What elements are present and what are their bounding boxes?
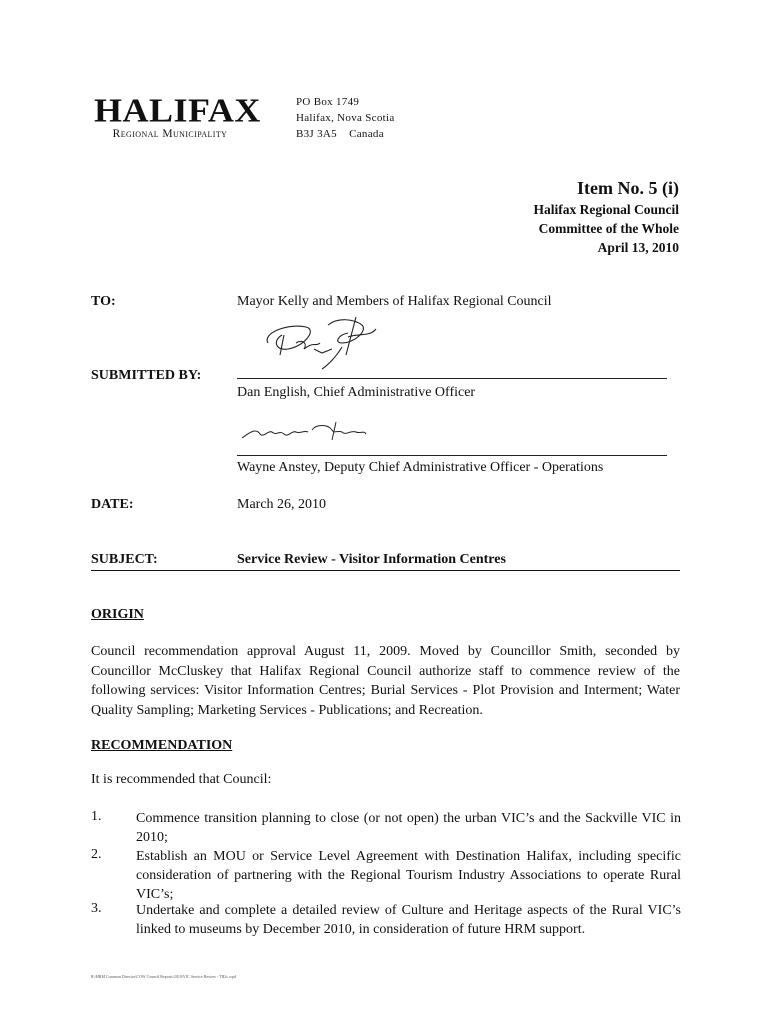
address-line: PO Box 1749 xyxy=(296,96,360,108)
address-line: B3J 3A5 Canada xyxy=(296,128,384,140)
logo-subtitle: Regional Municipality xyxy=(112,128,228,140)
council-name: Halifax Regional Council xyxy=(533,202,679,217)
committee-name: Committee of the Whole xyxy=(538,221,679,236)
signature-2-image xyxy=(238,418,368,446)
signer-2: Wayne Anstey, Deputy Chief Administrative Officer - Operations xyxy=(237,460,604,475)
subject-label: SUBJECT: xyxy=(91,552,158,567)
list-item: Undertake and complete a detailed review of Culture and Heritage aspects of the Rural VIC’s linked to museums by December 2010, in consideration of future HRM support. xyxy=(136,903,681,937)
recommendation-intro: It is recommended that Council: xyxy=(91,772,272,787)
address-line: Halifax, Nova Scotia xyxy=(296,112,395,124)
item-number: Item No. 5 (i) xyxy=(577,178,679,198)
origin-heading: ORIGIN xyxy=(91,607,144,622)
date-value: March 26, 2010 xyxy=(237,497,327,512)
signature-1-image xyxy=(258,313,388,375)
subject-value: Service Review - Visitor Information Centres xyxy=(237,552,506,567)
signer-1: Dan English, Chief Administrative Officer xyxy=(237,385,476,400)
list-item-number: 2. xyxy=(91,847,102,862)
subject-rule xyxy=(91,570,680,571)
origin-text: Council recommendation approval August 11, 2009. Moved by Councillor Smith, seconded by Councillor McCluskey that Halifax Regional Council authorize staff to commence review of the following services: Visitor Information Centres; Burial Services - Plot Provision and Interment; Water Quality Sampling; Marketing Services - Publications; and Recreation. xyxy=(91,644,680,718)
submitted-by-label: SUBMITTED BY: xyxy=(91,368,202,383)
recommendation-heading: RECOMMENDATION xyxy=(91,738,233,753)
signature-line-1 xyxy=(237,378,667,379)
list-item-number: 1. xyxy=(91,809,102,824)
to-label: TO: xyxy=(91,294,116,309)
hrm-logo xyxy=(94,90,261,144)
list-item: Commence transition planning to close (or not open) the urban VIC’s and the Sackville VIC in 2010; xyxy=(136,811,681,845)
list-item: Establish an MOU or Service Level Agreement with Destination Halifax, including specific consideration of partnering with the Regional Tourism Industry Associations to operate Rural VIC’s; xyxy=(136,849,681,902)
logo-wordmark: HALIFAX xyxy=(94,91,261,129)
file-path-footer: R:\HRM Common Director\COW Council Reports\2010\VIC Service Review - TR2c.wpd xyxy=(91,974,237,979)
to-value: Mayor Kelly and Members of Halifax Regional Council xyxy=(237,294,552,309)
mailing-address xyxy=(296,94,395,142)
meeting-date: April 13, 2010 xyxy=(597,240,679,255)
signature-line-2 xyxy=(237,455,667,456)
list-item-number: 3. xyxy=(91,901,102,916)
date-label: DATE: xyxy=(91,497,134,512)
